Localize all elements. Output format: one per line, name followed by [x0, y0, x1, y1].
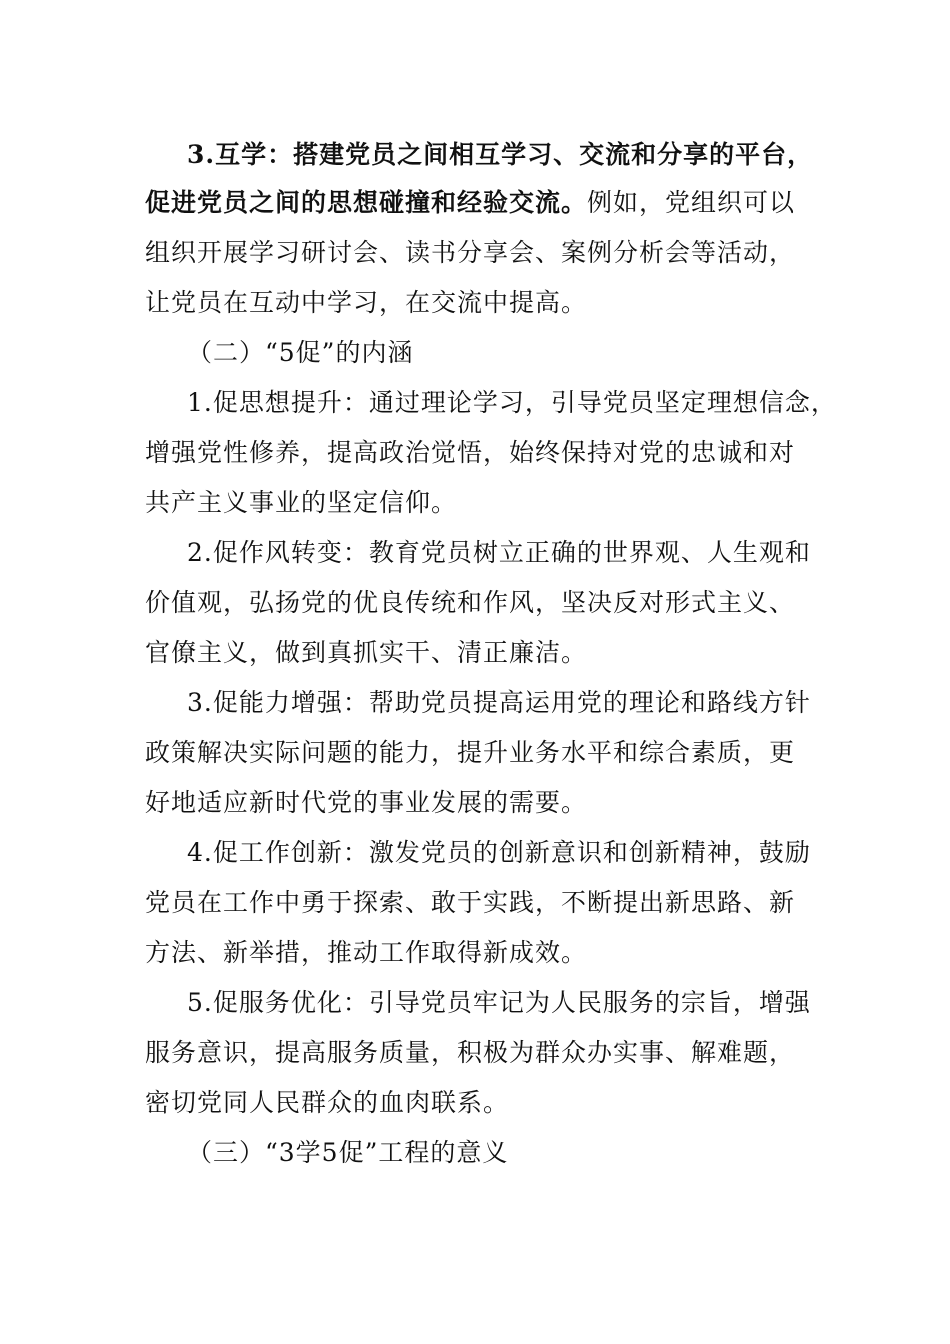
p4-line2: 政策解决实际问题的能力，提升业务水平和综合素质，更	[145, 738, 796, 767]
p5-line2: 党员在工作中勇于探索、敢于实践，不断提出新思路、新	[145, 888, 796, 917]
p1-line2	[145, 188, 795, 218]
p3-line2: 价值观，弘扬党的优良传统和作风，坚决反对形式主义、	[145, 588, 796, 617]
p1-line4: 让党员在互动中学习，在交流中提高。	[145, 288, 588, 317]
p1-line2-bold: 促进党员之间的思想碰撞和经验交流。	[145, 188, 588, 217]
p4-line3: 好地适应新时代党的事业发展的需要。	[145, 788, 588, 817]
p2-line1: 1.促思想提升：通过理论学习，引导党员坚定理想信念，	[187, 388, 837, 417]
section-heading-2: （二）“5促”的内涵	[187, 338, 414, 367]
p6-line3: 密切党同人民群众的血肉联系。	[145, 1088, 510, 1117]
p5-line1: 4.促工作创新：激发党员的创新意识和创新精神，鼓励	[187, 838, 811, 867]
p2-line2: 增强党性修养，提高政治觉悟，始终保持对党的忠诚和对	[145, 438, 796, 467]
p1-line3: 组织开展学习研讨会、读书分享会、案例分析会等活动，	[145, 238, 796, 267]
p5-line3: 方法、新举措，推动工作取得新成效。	[145, 938, 588, 967]
section-heading-3: （三）“3学5促”工程的意义	[187, 1138, 509, 1167]
p1-line1: 3.互学：搭建党员之间相互学习、交流和分享的平台，	[187, 140, 814, 169]
p3-line1: 2.促作风转变：教育党员树立正确的世界观、人生观和	[187, 538, 811, 567]
p1-line2-normal: 例如，党组织可以	[587, 188, 796, 217]
p3-line3: 官僚主义，做到真抓实干、清正廉洁。	[145, 638, 588, 667]
p4-line1: 3.促能力增强：帮助党员提高运用党的理论和路线方针	[187, 688, 811, 717]
p6-line2: 服务意识，提高服务质量，积极为群众办实事、解难题，	[145, 1038, 796, 1067]
p2-line3: 共产主义事业的坚定信仰。	[145, 488, 458, 517]
p6-line1: 5.促服务优化：引导党员牢记为人民服务的宗旨，增强	[187, 988, 811, 1017]
